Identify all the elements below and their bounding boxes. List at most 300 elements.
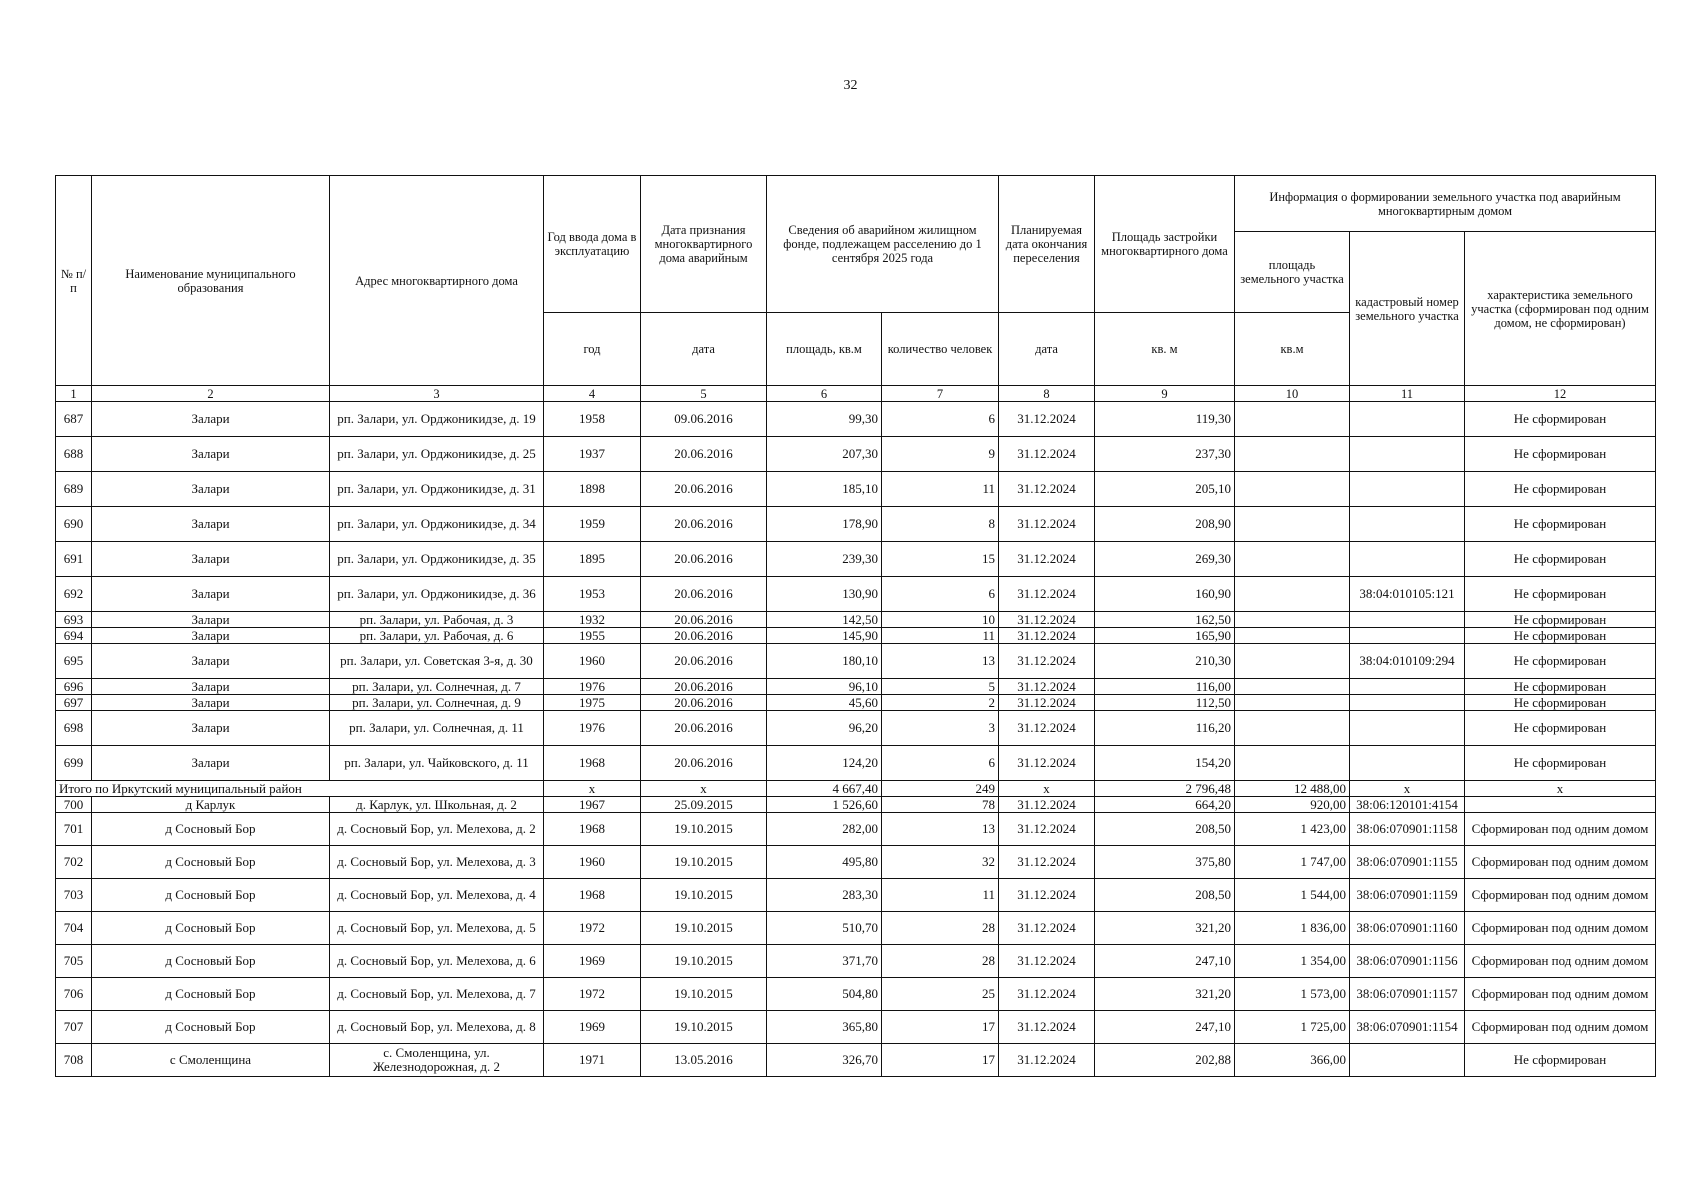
date-cell: 19.10.2015 [641,1011,767,1044]
cadastral-cell: 38:04:010105:121 [1350,577,1465,612]
address-cell: д. Сосновый Бор, ул. Мелехова, д. 3 [330,846,544,879]
year-cell: 1976 [544,679,641,695]
land-char-cell: Не сформирован [1465,437,1656,472]
row-number: 697 [56,695,92,711]
row-number: 687 [56,402,92,437]
header-building-area: Площадь застройки многоквартирного дома [1095,176,1235,313]
year-cell: 1968 [544,879,641,912]
row-number: 703 [56,879,92,912]
total-date-cell: х [641,781,767,797]
building-area-cell: 208,90 [1095,507,1235,542]
address-cell: рп. Залари, ул. Солнечная, д. 7 [330,679,544,695]
end-date-cell: 31.12.2024 [999,679,1095,695]
year-cell: 1976 [544,711,641,746]
row-number: 696 [56,679,92,695]
area-cell: 99,30 [767,402,882,437]
municipality-cell: Залари [92,628,330,644]
municipality-cell: Залари [92,542,330,577]
year-cell: 1971 [544,1044,641,1077]
table-row [56,542,1656,577]
end-date-cell: 31.12.2024 [999,402,1095,437]
row-number: 700 [56,797,92,813]
address-cell: рп. Залари, ул. Рабочая, д. 6 [330,628,544,644]
land-char-cell: Сформирован под одним домом [1465,978,1656,1011]
column-number-row [56,386,1656,402]
address-cell: д. Карлук, ул. Школьная, д. 2 [330,797,544,813]
table-row [56,577,1656,612]
table-row [56,1044,1656,1077]
address-cell: рп. Залари, ул. Солнечная, д. 9 [330,695,544,711]
municipality-cell: Залари [92,402,330,437]
municipality-cell: д Сосновый Бор [92,978,330,1011]
year-cell: 1958 [544,402,641,437]
people-cell: 15 [882,542,999,577]
area-cell: 282,00 [767,813,882,846]
people-cell: 11 [882,472,999,507]
cadastral-cell [1350,711,1465,746]
municipality-cell: Залари [92,472,330,507]
area-cell: 1 526,60 [767,797,882,813]
building-area-cell: 208,50 [1095,813,1235,846]
land-area-cell: 1 423,00 [1235,813,1350,846]
table-row [56,879,1656,912]
people-cell: 6 [882,402,999,437]
land-area-cell [1235,644,1350,679]
land-area-cell [1235,612,1350,628]
table-header [56,176,1656,402]
address-cell: рп. Залари, ул. Рабочая, д. 3 [330,612,544,628]
cadastral-cell [1350,542,1465,577]
municipality-cell: Залари [92,577,330,612]
table-row [56,746,1656,781]
end-date-cell: 31.12.2024 [999,1044,1095,1077]
date-cell: 19.10.2015 [641,879,767,912]
header-num: № п/п [56,176,92,386]
land-char-cell: Сформирован под одним домом [1465,846,1656,879]
cadastral-cell [1350,679,1465,695]
column-number: 5 [641,386,767,402]
end-date-cell: 31.12.2024 [999,945,1095,978]
people-cell: 2 [882,695,999,711]
municipality-cell: д Сосновый Бор [92,879,330,912]
end-date-cell: 31.12.2024 [999,628,1095,644]
address-cell: д. Сосновый Бор, ул. Мелехова, д. 5 [330,912,544,945]
land-area-cell [1235,402,1350,437]
land-char-cell: Не сформирован [1465,577,1656,612]
end-date-cell: 31.12.2024 [999,577,1095,612]
column-number: 7 [882,386,999,402]
total-year-cell: х [544,781,641,797]
column-number: 1 [56,386,92,402]
table-row [56,402,1656,437]
row-number: 693 [56,612,92,628]
year-cell: 1895 [544,542,641,577]
year-cell: 1967 [544,797,641,813]
cadastral-cell [1350,507,1465,542]
address-cell: рп. Залари, ул. Чайковского, д. 11 [330,746,544,781]
building-area-cell: 116,00 [1095,679,1235,695]
people-cell: 11 [882,879,999,912]
people-cell: 6 [882,746,999,781]
header-land-area: площадь земельного участка [1235,232,1350,313]
address-cell: д. Сосновый Бор, ул. Мелехова, д. 8 [330,1011,544,1044]
table-row [56,679,1656,695]
total-barea-cell: 2 796,48 [1095,781,1235,797]
land-area-cell [1235,542,1350,577]
people-cell: 32 [882,846,999,879]
table-row [56,711,1656,746]
municipality-cell: Залари [92,507,330,542]
building-area-cell: 160,90 [1095,577,1235,612]
land-area-cell [1235,711,1350,746]
row-number: 690 [56,507,92,542]
date-cell: 20.06.2016 [641,628,767,644]
table-row [56,1011,1656,1044]
building-area-cell: 247,10 [1095,1011,1235,1044]
table-row [56,978,1656,1011]
land-char-cell: Не сформирован [1465,679,1656,695]
end-date-cell: 31.12.2024 [999,978,1095,1011]
total-people-cell: 249 [882,781,999,797]
date-cell: 20.06.2016 [641,612,767,628]
table-row [56,945,1656,978]
people-cell: 8 [882,507,999,542]
year-cell: 1972 [544,978,641,1011]
people-cell: 11 [882,628,999,644]
header-cadastral: кадастровый номер земельного участка [1350,232,1465,386]
building-area-cell: 269,30 [1095,542,1235,577]
year-cell: 1969 [544,1011,641,1044]
end-date-cell: 31.12.2024 [999,797,1095,813]
people-cell: 17 [882,1044,999,1077]
year-cell: 1969 [544,945,641,978]
end-date-cell: 31.12.2024 [999,879,1095,912]
date-cell: 20.06.2016 [641,695,767,711]
row-number: 691 [56,542,92,577]
people-cell: 5 [882,679,999,695]
header-land-char: характеристика земельного участка (сформирован под одним домом, не сформирован) [1465,232,1656,386]
header-unit-sqm: кв. м [1095,313,1235,386]
address-cell: рп. Залари, ул. Орджоникидзе, д. 25 [330,437,544,472]
area-cell: 145,90 [767,628,882,644]
date-cell: 19.10.2015 [641,945,767,978]
total-row [56,781,1656,797]
end-date-cell: 31.12.2024 [999,695,1095,711]
address-cell: рп. Залари, ул. Орджоникидзе, д. 34 [330,507,544,542]
land-area-cell [1235,437,1350,472]
building-area-cell: 664,20 [1095,797,1235,813]
date-cell: 19.10.2015 [641,813,767,846]
cadastral-cell: 38:06:070901:1155 [1350,846,1465,879]
land-char-cell: Не сформирован [1465,695,1656,711]
total-char-cell: х [1465,781,1656,797]
land-area-cell: 1 354,00 [1235,945,1350,978]
table-row [56,644,1656,679]
date-cell: 20.06.2016 [641,577,767,612]
end-date-cell: 31.12.2024 [999,813,1095,846]
row-number: 702 [56,846,92,879]
land-char-cell: Сформирован под одним домом [1465,813,1656,846]
row-number: 701 [56,813,92,846]
land-area-cell: 1 544,00 [1235,879,1350,912]
building-area-cell: 208,50 [1095,879,1235,912]
building-area-cell: 210,30 [1095,644,1235,679]
area-cell: 96,20 [767,711,882,746]
address-cell: рп. Залари, ул. Орджоникидзе, д. 36 [330,577,544,612]
land-area-cell: 366,00 [1235,1044,1350,1077]
land-char-cell: Не сформирован [1465,746,1656,781]
land-area-cell: 1 747,00 [1235,846,1350,879]
municipality-cell: д Сосновый Бор [92,945,330,978]
header-municipality: Наименование муниципального образования [92,176,330,386]
year-cell: 1898 [544,472,641,507]
row-number: 699 [56,746,92,781]
cadastral-cell: 38:06:120101:4154 [1350,797,1465,813]
land-char-cell [1465,797,1656,813]
column-number: 12 [1465,386,1656,402]
emergency-housing-table [55,175,1656,1077]
total-label: Итого по Иркутский муниципальный район [56,781,544,797]
column-number: 9 [1095,386,1235,402]
municipality-cell: д Сосновый Бор [92,846,330,879]
date-cell: 20.06.2016 [641,437,767,472]
building-area-cell: 205,10 [1095,472,1235,507]
table-row [56,797,1656,813]
land-char-cell: Не сформирован [1465,1044,1656,1077]
row-number: 704 [56,912,92,945]
table-row [56,612,1656,628]
address-cell: рп. Залари, ул. Солнечная, д. 11 [330,711,544,746]
land-char-cell: Сформирован под одним домом [1465,912,1656,945]
address-cell: с. Смоленщина, ул. Железнодорожная, д. 2 [330,1044,544,1077]
header-unit-date2: дата [999,313,1095,386]
header-land-info: Информация о формировании земельного участка под аварийным многоквартирным домом [1235,176,1656,232]
cadastral-cell [1350,628,1465,644]
table-row [56,813,1656,846]
building-area-cell: 116,20 [1095,711,1235,746]
year-cell: 1953 [544,577,641,612]
address-cell: рп. Залари, ул. Орджоникидзе, д. 35 [330,542,544,577]
land-area-cell [1235,679,1350,695]
year-cell: 1968 [544,746,641,781]
header-date-recognized: Дата признания многоквартирного дома аварийным [641,176,767,313]
land-char-cell: Не сформирован [1465,644,1656,679]
row-number: 706 [56,978,92,1011]
row-number: 689 [56,472,92,507]
land-area-cell [1235,628,1350,644]
date-cell: 20.06.2016 [641,711,767,746]
address-cell: рп. Залари, ул. Орджоникидзе, д. 31 [330,472,544,507]
area-cell: 371,70 [767,945,882,978]
cadastral-cell [1350,612,1465,628]
area-cell: 365,80 [767,1011,882,1044]
municipality-cell: д Сосновый Бор [92,1011,330,1044]
table-row [56,628,1656,644]
column-number: 3 [330,386,544,402]
header-year-built: Год ввода дома в эксплуатацию [544,176,641,313]
people-cell: 28 [882,945,999,978]
people-cell: 3 [882,711,999,746]
building-area-cell: 112,50 [1095,695,1235,711]
column-number: 4 [544,386,641,402]
land-char-cell: Не сформирован [1465,402,1656,437]
date-cell: 19.10.2015 [641,912,767,945]
municipality-cell: Залари [92,437,330,472]
cadastral-cell: 38:06:070901:1154 [1350,1011,1465,1044]
date-cell: 20.06.2016 [641,542,767,577]
area-cell: 326,70 [767,1044,882,1077]
end-date-cell: 31.12.2024 [999,912,1095,945]
table-body [56,402,1656,1077]
cadastral-cell: 38:04:010109:294 [1350,644,1465,679]
date-cell: 25.09.2015 [641,797,767,813]
total-end-cell: х [999,781,1095,797]
cadastral-cell [1350,1044,1465,1077]
municipality-cell: д Сосновый Бор [92,813,330,846]
header-address: Адрес многоквартирного дома [330,176,544,386]
end-date-cell: 31.12.2024 [999,644,1095,679]
end-date-cell: 31.12.2024 [999,472,1095,507]
municipality-cell: Залари [92,612,330,628]
date-cell: 20.06.2016 [641,507,767,542]
header-unit-area: площадь, кв.м [767,313,882,386]
area-cell: 130,90 [767,577,882,612]
date-cell: 20.06.2016 [641,644,767,679]
header-unit-sqm2: кв.м [1235,313,1350,386]
header-planned-end: Планируемая дата окончания переселения [999,176,1095,313]
year-cell: 1959 [544,507,641,542]
row-number: 705 [56,945,92,978]
year-cell: 1960 [544,644,641,679]
building-area-cell: 119,30 [1095,402,1235,437]
area-cell: 180,10 [767,644,882,679]
column-number: 8 [999,386,1095,402]
end-date-cell: 31.12.2024 [999,437,1095,472]
cadastral-cell: 38:06:070901:1158 [1350,813,1465,846]
municipality-cell: с Смоленщина [92,1044,330,1077]
people-cell: 28 [882,912,999,945]
municipality-cell: Залари [92,679,330,695]
area-cell: 504,80 [767,978,882,1011]
table-row [56,437,1656,472]
people-cell: 25 [882,978,999,1011]
table-row [56,846,1656,879]
year-cell: 1972 [544,912,641,945]
end-date-cell: 31.12.2024 [999,612,1095,628]
date-cell: 19.10.2015 [641,978,767,1011]
address-cell: д. Сосновый Бор, ул. Мелехова, д. 4 [330,879,544,912]
column-number: 10 [1235,386,1350,402]
cadastral-cell [1350,472,1465,507]
end-date-cell: 31.12.2024 [999,542,1095,577]
end-date-cell: 31.12.2024 [999,507,1095,542]
area-cell: 495,80 [767,846,882,879]
people-cell: 10 [882,612,999,628]
year-cell: 1955 [544,628,641,644]
total-cad-cell: х [1350,781,1465,797]
land-char-cell: Не сформирован [1465,542,1656,577]
area-cell: 207,30 [767,437,882,472]
date-cell: 20.06.2016 [641,746,767,781]
building-area-cell: 321,20 [1095,912,1235,945]
land-char-cell: Не сформирован [1465,507,1656,542]
area-cell: 142,50 [767,612,882,628]
building-area-cell: 237,30 [1095,437,1235,472]
cadastral-cell [1350,695,1465,711]
address-cell: д. Сосновый Бор, ул. Мелехова, д. 7 [330,978,544,1011]
people-cell: 13 [882,813,999,846]
people-cell: 13 [882,644,999,679]
land-area-cell [1235,577,1350,612]
total-area-cell: 4 667,40 [767,781,882,797]
land-area-cell [1235,695,1350,711]
header-unit-date: дата [641,313,767,386]
building-area-cell: 202,88 [1095,1044,1235,1077]
land-area-cell: 1 725,00 [1235,1011,1350,1044]
address-cell: рп. Залари, ул. Советская 3-я, д. 30 [330,644,544,679]
end-date-cell: 31.12.2024 [999,746,1095,781]
building-area-cell: 165,90 [1095,628,1235,644]
date-cell: 20.06.2016 [641,472,767,507]
land-char-cell: Сформирован под одним домом [1465,879,1656,912]
municipality-cell: Залари [92,644,330,679]
building-area-cell: 162,50 [1095,612,1235,628]
end-date-cell: 31.12.2024 [999,711,1095,746]
area-cell: 239,30 [767,542,882,577]
area-cell: 96,10 [767,679,882,695]
address-cell: д. Сосновый Бор, ул. Мелехова, д. 6 [330,945,544,978]
people-cell: 9 [882,437,999,472]
area-cell: 510,70 [767,912,882,945]
column-number: 6 [767,386,882,402]
land-area-cell: 920,00 [1235,797,1350,813]
area-cell: 283,30 [767,879,882,912]
date-cell: 13.05.2016 [641,1044,767,1077]
table-row [56,472,1656,507]
land-area-cell: 1 573,00 [1235,978,1350,1011]
row-number: 707 [56,1011,92,1044]
year-cell: 1968 [544,813,641,846]
land-area-cell [1235,507,1350,542]
area-cell: 124,20 [767,746,882,781]
land-area-cell [1235,746,1350,781]
land-char-cell: Не сформирован [1465,472,1656,507]
building-area-cell: 321,20 [1095,978,1235,1011]
building-area-cell: 247,10 [1095,945,1235,978]
cadastral-cell: 38:06:070901:1157 [1350,978,1465,1011]
land-area-cell: 1 836,00 [1235,912,1350,945]
row-number: 695 [56,644,92,679]
cadastral-cell: 38:06:070901:1159 [1350,879,1465,912]
address-cell: д. Сосновый Бор, ул. Мелехова, д. 2 [330,813,544,846]
land-char-cell: Не сформирован [1465,711,1656,746]
header-resettlement-info: Сведения об аварийном жилищном фонде, подлежащем расселению до 1 сентября 2025 года [767,176,999,313]
cadastral-cell: 38:06:070901:1156 [1350,945,1465,978]
land-char-cell: Не сформирован [1465,612,1656,628]
header-unit-year: год [544,313,641,386]
year-cell: 1960 [544,846,641,879]
year-cell: 1975 [544,695,641,711]
end-date-cell: 31.12.2024 [999,846,1095,879]
year-cell: 1937 [544,437,641,472]
column-number: 2 [92,386,330,402]
area-cell: 45,60 [767,695,882,711]
address-cell: рп. Залари, ул. Орджоникидзе, д. 19 [330,402,544,437]
date-cell: 19.10.2015 [641,846,767,879]
page-number: 32 [843,78,858,93]
row-number: 698 [56,711,92,746]
building-area-cell: 375,80 [1095,846,1235,879]
